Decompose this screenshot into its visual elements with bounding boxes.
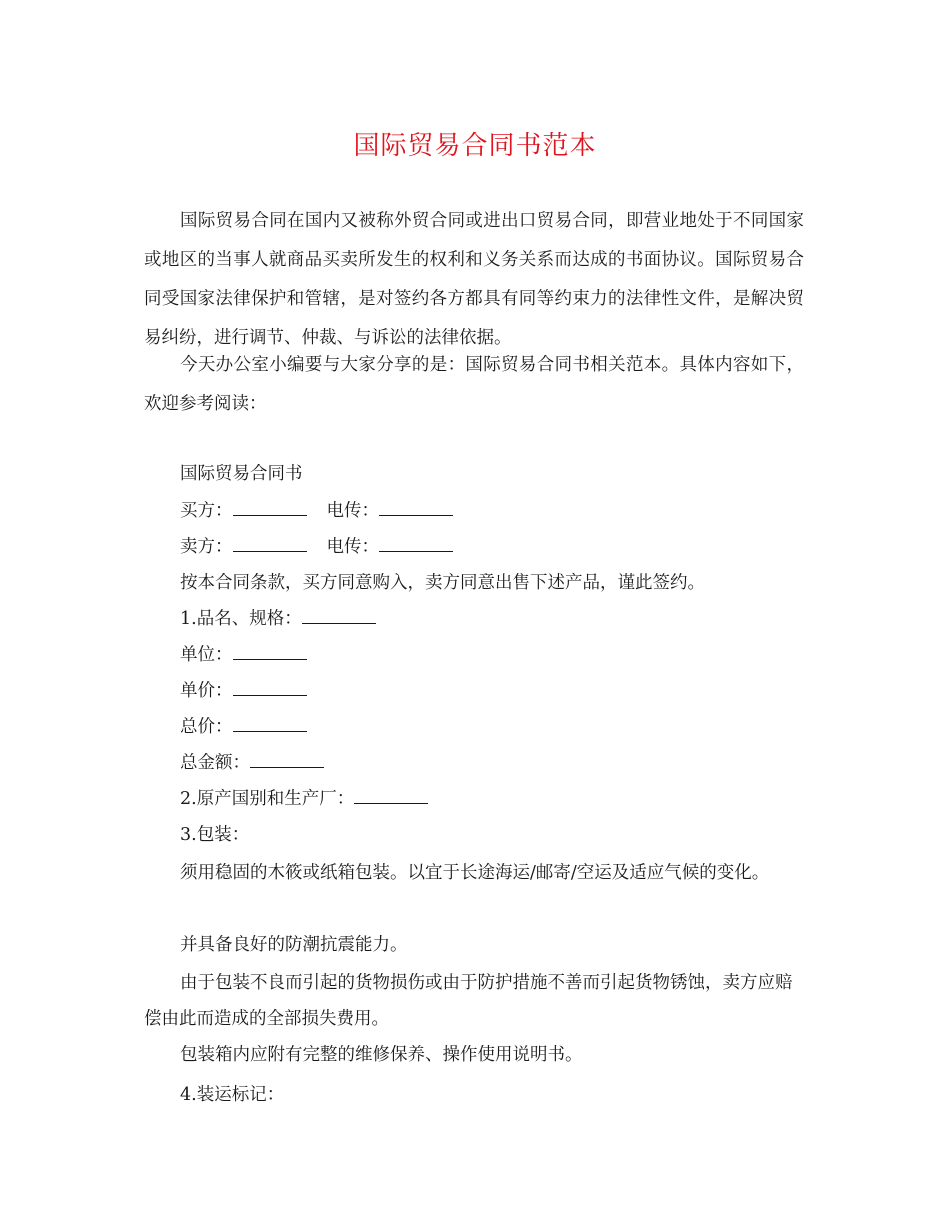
unit-price-label: 单价： — [180, 681, 233, 701]
seller-fax-label: 电传： — [326, 537, 379, 557]
total-price-label: 总价： — [180, 717, 233, 737]
unit-line — [180, 637, 307, 673]
item3-line: 3.包装： — [180, 825, 250, 845]
buyer-line — [180, 493, 453, 529]
agreement-line: 按本合同条款，买方同意购入，卖方同意出售下述产品，谨此签约。 — [180, 573, 705, 593]
total-price-line — [180, 709, 307, 745]
contract-title: 国际贸易合同书 — [180, 464, 303, 484]
unit-blank — [233, 645, 307, 660]
buyer-fax-blank — [379, 501, 453, 516]
unit-price-blank — [233, 681, 307, 696]
item4-line: 4.装运标记： — [180, 1085, 285, 1105]
packing-paragraph-4: 包装箱内应附有完整的维修保养、操作使用说明书。 — [180, 1045, 583, 1065]
item1-blank — [302, 609, 376, 624]
unit-label: 单位： — [180, 645, 233, 665]
item2-label: 2.原产国别和生产厂： — [180, 789, 355, 809]
total-amount-line — [180, 745, 324, 781]
packing-paragraph-2: 并具备良好的防潮抗震能力。 — [180, 935, 408, 955]
unit-price-line — [180, 673, 307, 709]
total-amount-blank — [250, 753, 324, 768]
seller-line — [180, 529, 453, 565]
item1-label: 1.品名、规格： — [180, 609, 302, 629]
packing-paragraph-1: 须用稳固的木筱或纸箱包装。以宜于长途海运/邮寄/空运及适应气候的变化。 — [180, 863, 770, 883]
seller-blank — [233, 537, 307, 552]
buyer-blank — [233, 501, 307, 516]
item2-blank — [354, 789, 428, 804]
intro-paragraph-2: 今天办公室小编要与大家分享的是：国际贸易合同书相关范本。具体内容如下，欢迎参考阅读： — [144, 355, 804, 414]
intro-paragraph-1: 国际贸易合同在国内又被称外贸合同或进出口贸易合同，即营业地处于不同国家或地区的当事人就商品买卖所发生的权利和义务关系而达成的书面协议。国际贸易合同受国家法律保护和管辖，是对签约各方都具有同等约束力的法律性文件，是解决贸易纠纷，进行调节、仲裁、与诉讼的法律依据。 — [144, 211, 804, 348]
seller-fax-blank — [379, 537, 453, 552]
seller-label: 卖方： — [180, 537, 233, 557]
document-title: 国际贸易合同书范本 — [353, 131, 597, 161]
buyer-label: 买方： — [180, 501, 233, 521]
total-amount-label: 总金额： — [180, 753, 250, 773]
buyer-fax-label: 电传： — [326, 501, 379, 521]
item1-line — [180, 601, 376, 637]
total-price-blank — [233, 717, 307, 732]
packing-paragraph-3: 由于包装不良而引起的货物损伤或由于防护措施不善而引起货物锈蚀，卖方应赔偿由此而造成的全部损失费用。 — [144, 973, 793, 1029]
item2-line — [180, 781, 428, 817]
